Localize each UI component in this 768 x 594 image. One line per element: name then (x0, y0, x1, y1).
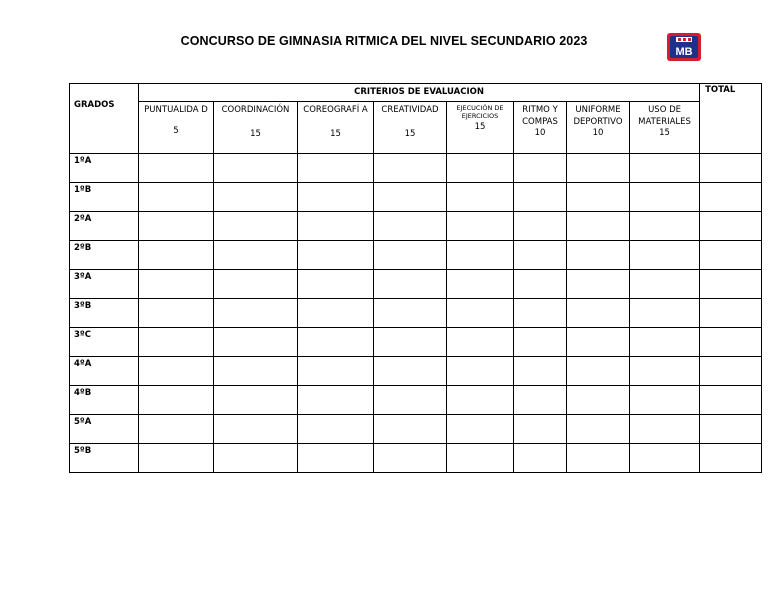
score-cell[interactable] (447, 183, 514, 212)
grade-label: 2ºA (70, 212, 139, 241)
criterion-points: 10 (534, 128, 546, 138)
score-cell[interactable] (447, 444, 514, 473)
criterion-label: USO DE MATERIALES (638, 105, 691, 127)
score-cell[interactable] (567, 299, 630, 328)
total-cell[interactable] (700, 357, 762, 386)
criterion-label: RITMO Y COMPAS (522, 105, 558, 127)
score-cell[interactable] (567, 270, 630, 299)
score-cell[interactable] (214, 241, 298, 270)
criterios-header: CRITERIOS DE EVALUACION (139, 84, 700, 102)
criterion-label: CREATIVIDAD (381, 105, 439, 115)
criterion-label: PUNTUALIDA D (144, 105, 208, 115)
score-cell[interactable] (139, 386, 214, 415)
score-cell[interactable] (514, 386, 567, 415)
criterion-header (374, 102, 447, 154)
score-cell[interactable] (567, 386, 630, 415)
table-row (70, 386, 762, 415)
score-cell[interactable] (374, 212, 447, 241)
score-cell[interactable] (630, 212, 700, 241)
score-cell[interactable] (447, 386, 514, 415)
grade-label: 3ºA (70, 270, 139, 299)
grade-label: 2ºB (70, 241, 139, 270)
score-cell[interactable] (514, 328, 567, 357)
score-cell[interactable] (514, 212, 567, 241)
table-row (70, 299, 762, 328)
score-cell[interactable] (139, 154, 214, 183)
score-cell[interactable] (514, 415, 567, 444)
criterion-label: EJECUCIÓN DE EJERCICIOS (456, 104, 504, 120)
score-cell[interactable] (447, 328, 514, 357)
score-cell[interactable] (298, 154, 374, 183)
evaluation-table (69, 83, 762, 473)
score-cell[interactable] (298, 328, 374, 357)
score-cell[interactable] (298, 444, 374, 473)
total-cell[interactable] (700, 154, 762, 183)
criterion-points: 15 (250, 129, 261, 139)
score-cell[interactable] (514, 444, 567, 473)
table-row (70, 270, 762, 299)
score-cell[interactable] (630, 386, 700, 415)
score-cell[interactable] (447, 212, 514, 241)
score-cell[interactable] (139, 415, 214, 444)
score-cell[interactable] (447, 357, 514, 386)
grade-label: 1ºA (70, 154, 139, 183)
score-cell[interactable] (567, 415, 630, 444)
score-cell[interactable] (298, 415, 374, 444)
criterion-header (214, 102, 298, 154)
total-cell[interactable] (700, 241, 762, 270)
criterion-header (630, 102, 700, 154)
score-cell[interactable] (374, 241, 447, 270)
score-cell[interactable] (567, 241, 630, 270)
score-cell[interactable] (214, 415, 298, 444)
score-cell[interactable] (514, 299, 567, 328)
grade-label: 3ºB (70, 299, 139, 328)
score-cell[interactable] (630, 357, 700, 386)
table-body (70, 154, 762, 473)
total-cell[interactable] (700, 444, 762, 473)
grade-label: 3ºC (70, 328, 139, 357)
score-cell[interactable] (214, 183, 298, 212)
score-cell[interactable] (298, 183, 374, 212)
score-cell[interactable] (139, 270, 214, 299)
score-cell[interactable] (139, 183, 214, 212)
total-cell[interactable] (700, 212, 762, 241)
table-row (70, 183, 762, 212)
score-cell[interactable] (374, 386, 447, 415)
score-cell[interactable] (298, 241, 374, 270)
criterion-points: 15 (404, 129, 416, 139)
score-cell[interactable] (214, 328, 298, 357)
score-cell[interactable] (514, 154, 567, 183)
table-row (70, 241, 762, 270)
score-cell[interactable] (567, 357, 630, 386)
score-cell[interactable] (139, 299, 214, 328)
score-cell[interactable] (630, 444, 700, 473)
score-cell[interactable] (214, 444, 298, 473)
table-row (70, 154, 762, 183)
score-cell[interactable] (630, 270, 700, 299)
criterion-label: COREOGRAFÍ A (303, 105, 368, 115)
score-cell[interactable] (630, 328, 700, 357)
total-cell[interactable] (700, 386, 762, 415)
score-cell[interactable] (139, 241, 214, 270)
grade-label: 5ºB (70, 444, 139, 473)
score-cell[interactable] (447, 299, 514, 328)
score-cell[interactable] (630, 415, 700, 444)
score-cell[interactable] (447, 270, 514, 299)
total-cell[interactable] (700, 328, 762, 357)
score-cell[interactable] (374, 154, 447, 183)
score-cell[interactable] (567, 183, 630, 212)
grade-label: 5ºA (70, 415, 139, 444)
criterion-points: 15 (659, 128, 670, 138)
score-cell[interactable] (514, 270, 567, 299)
criterion-points: 10 (592, 128, 604, 138)
total-cell[interactable] (700, 299, 762, 328)
score-cell[interactable] (447, 415, 514, 444)
score-cell[interactable] (374, 270, 447, 299)
grados-header: GRADOS (70, 84, 139, 154)
criteria-row (70, 102, 762, 154)
score-cell[interactable] (374, 299, 447, 328)
table-row (70, 328, 762, 357)
table-row (70, 357, 762, 386)
score-cell[interactable] (374, 328, 447, 357)
score-cell[interactable] (630, 154, 700, 183)
score-cell[interactable] (298, 299, 374, 328)
score-cell[interactable] (567, 444, 630, 473)
score-cell[interactable] (214, 386, 298, 415)
score-cell[interactable] (139, 444, 214, 473)
total-cell[interactable] (700, 183, 762, 212)
criterion-points: 15 (474, 122, 486, 132)
score-cell[interactable] (139, 357, 214, 386)
score-cell[interactable] (514, 241, 567, 270)
criterion-header (447, 102, 514, 154)
score-cell[interactable] (214, 357, 298, 386)
total-cell[interactable] (700, 270, 762, 299)
score-cell[interactable] (298, 212, 374, 241)
score-cell[interactable] (447, 154, 514, 183)
grade-label: 1ºB (70, 183, 139, 212)
score-cell[interactable] (514, 357, 567, 386)
score-cell[interactable] (214, 212, 298, 241)
score-cell[interactable] (567, 154, 630, 183)
score-cell[interactable] (447, 241, 514, 270)
total-cell[interactable] (700, 415, 762, 444)
criterion-points: 5 (173, 126, 179, 136)
grade-label: 4ºB (70, 386, 139, 415)
score-cell[interactable] (374, 444, 447, 473)
school-logo (667, 33, 701, 61)
score-cell[interactable] (374, 357, 447, 386)
score-cell[interactable] (214, 154, 298, 183)
document-title: CONCURSO DE GIMNASIA RITMICA DEL NIVEL SECUNDARIO 2023 (180, 34, 588, 48)
score-cell[interactable] (374, 415, 447, 444)
score-cell[interactable] (630, 299, 700, 328)
total-header: TOTAL (700, 84, 762, 154)
criterion-points: 15 (330, 129, 341, 139)
score-cell[interactable] (630, 241, 700, 270)
score-cell[interactable] (514, 183, 567, 212)
grade-label: 4ºA (70, 357, 139, 386)
logo-text: MB (675, 46, 693, 58)
criterion-header (567, 102, 630, 154)
criterion-label: COORDINACIÓN (221, 105, 290, 115)
score-cell[interactable] (139, 212, 214, 241)
score-cell[interactable] (630, 183, 700, 212)
table-row (70, 415, 762, 444)
criterion-header (298, 102, 374, 154)
table-row (70, 444, 762, 473)
score-cell[interactable] (139, 328, 214, 357)
score-cell[interactable] (214, 270, 298, 299)
score-cell[interactable] (567, 328, 630, 357)
criterion-label: UNIFORME DEPORTIVO (573, 105, 623, 127)
score-cell[interactable] (214, 299, 298, 328)
criterion-header (139, 102, 214, 154)
score-cell[interactable] (298, 357, 374, 386)
score-cell[interactable] (374, 183, 447, 212)
score-cell[interactable] (298, 270, 374, 299)
table-row (70, 212, 762, 241)
criterion-header (514, 102, 567, 154)
score-cell[interactable] (298, 386, 374, 415)
score-cell[interactable] (567, 212, 630, 241)
